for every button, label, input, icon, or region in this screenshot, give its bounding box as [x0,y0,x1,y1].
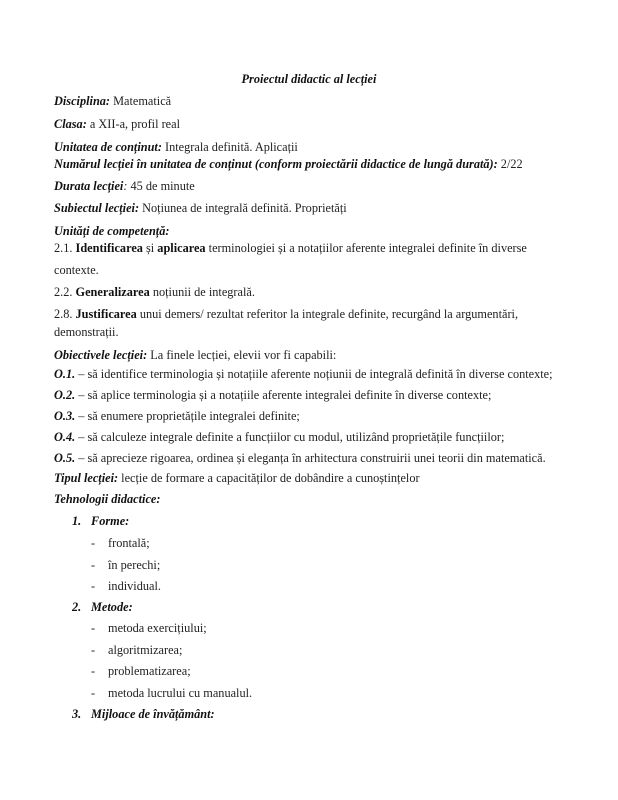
field-value: lecție de formare a capacităților de dobândire a cunoștințelor [118,471,420,485]
competenta-2-1 [54,241,527,256]
competenta-2-8 [54,307,518,322]
competenta-keyword: aplicarea [157,241,206,255]
competenta-num: 2.2. [54,285,76,299]
competenta-2-8-cont: demonstrații. [54,325,119,339]
field-label: Numărul lecției în unitatea de conținut (conform proiectării didactice de lungă durată): [54,157,498,171]
field-label: Disciplina: [54,94,111,108]
field-label: Subiectul lecției: [54,201,140,215]
dash-bullet-icon: - [91,686,96,700]
field-label: Durata lecției [54,179,124,193]
list-item: metoda exercițiului; [108,621,207,635]
competenta-2-1-cont: contexte. [54,263,99,277]
section-metode-label: Metode: [91,600,133,614]
obiectiv-code: O.2. [54,388,76,402]
dash-bullet-icon: - [91,558,96,572]
field-label: Tipul lecției: [54,471,119,485]
field-value: 2/22 [497,157,523,171]
obiectiv-text: – să aplice terminologia și a notațiile aferente integralei definite în diverse contexte; [75,388,492,402]
obiectiv-text: – să identifice terminologia și notațiile aferente noțiunii de integrală definită în diverse contexte; [75,367,553,381]
obiectiv-text: – să enumere proprietățile integralei definite; [75,409,300,423]
field-label: Obiectivele lecției: [54,348,148,362]
field-colon: : [123,179,128,193]
field-label: Tehnologii didactice: [54,492,161,506]
field-value: Integrala definită. Aplicații [161,140,298,154]
list-item: frontală; [108,536,150,550]
list-item: problematizarea; [108,664,191,678]
field-unitati [54,224,169,239]
field-clasa [54,117,180,132]
field-value: Matematică [110,94,172,108]
competenta-num: 2.1. [54,241,76,255]
obiectiv-text: – să aprecieze rigoarea, ordinea și eleganța în arhitectura construirii unei teorii din matematică. [75,451,546,465]
field-value: Noțiunea de integrală definită. Proprietăți [139,201,347,215]
dash-bullet-icon: - [91,664,96,678]
list-item: în perechi; [108,558,161,572]
competenta-text: noțiunii de integrală. [149,285,255,299]
list-item: metoda lucrului cu manualul. [108,686,253,700]
competenta-keyword: Identificarea [75,241,143,255]
field-numarul [54,157,523,172]
obiectiv-o3 [54,409,300,424]
section-number: 3. [72,707,82,721]
dash-bullet-icon: - [91,579,96,593]
field-disciplina [54,94,171,109]
obiectiv-code: O.5. [54,451,76,465]
competenta-num: 2.8. [54,307,76,321]
obiectiv-o2 [54,388,491,403]
section-number: 2. [72,600,82,614]
obiectiv-code: O.3. [54,409,76,423]
field-label: Unitatea de conținut: [54,140,162,154]
competenta-text: terminologiei și a notațiilor aferente integralei definite în diverse [205,241,527,255]
competenta-text: și [142,241,158,255]
obiectiv-code: O.4. [54,430,76,444]
obiective-heading [54,348,336,363]
competenta-keyword: Justificarea [75,307,137,321]
dash-bullet-icon: - [91,643,96,657]
field-value: 45 de minute [127,179,195,193]
competenta-text: unui demers/ rezultat referitor la integrale definite, recurgând la argumentări, [136,307,519,321]
field-label: Clasa: [54,117,87,131]
field-tipul [54,471,420,486]
section-mijloace-label: Mijloace de învățământ: [91,707,215,721]
competenta-keyword: Generalizarea [75,285,150,299]
obiectiv-text: – să calculeze integrale definite a funcțiilor cu modul, utilizând proprietățile funcțiilor; [75,430,505,444]
document-title: Proiectul didactic al lecției [241,72,377,86]
obiectiv-o1 [54,367,553,382]
dash-bullet-icon: - [91,621,96,635]
obiectiv-o4 [54,430,504,445]
field-value: a XII-a, profil real [86,117,180,131]
section-forme-label: Forme: [91,514,130,528]
field-subiectul [54,201,347,216]
dash-bullet-icon: - [91,536,96,550]
section-number: 1. [72,514,82,528]
field-label: Unități de competență: [54,224,170,238]
field-value: La finele lecției, elevii vor fi capabili: [147,348,337,362]
obiectiv-o5 [54,451,546,466]
field-durata [54,179,195,194]
list-item: algoritmizarea; [108,643,183,657]
tehnologii-heading [54,492,160,507]
field-unitatea [54,140,298,155]
competenta-2-2 [54,285,255,300]
list-item: individual. [108,579,161,593]
obiectiv-code: O.1. [54,367,76,381]
